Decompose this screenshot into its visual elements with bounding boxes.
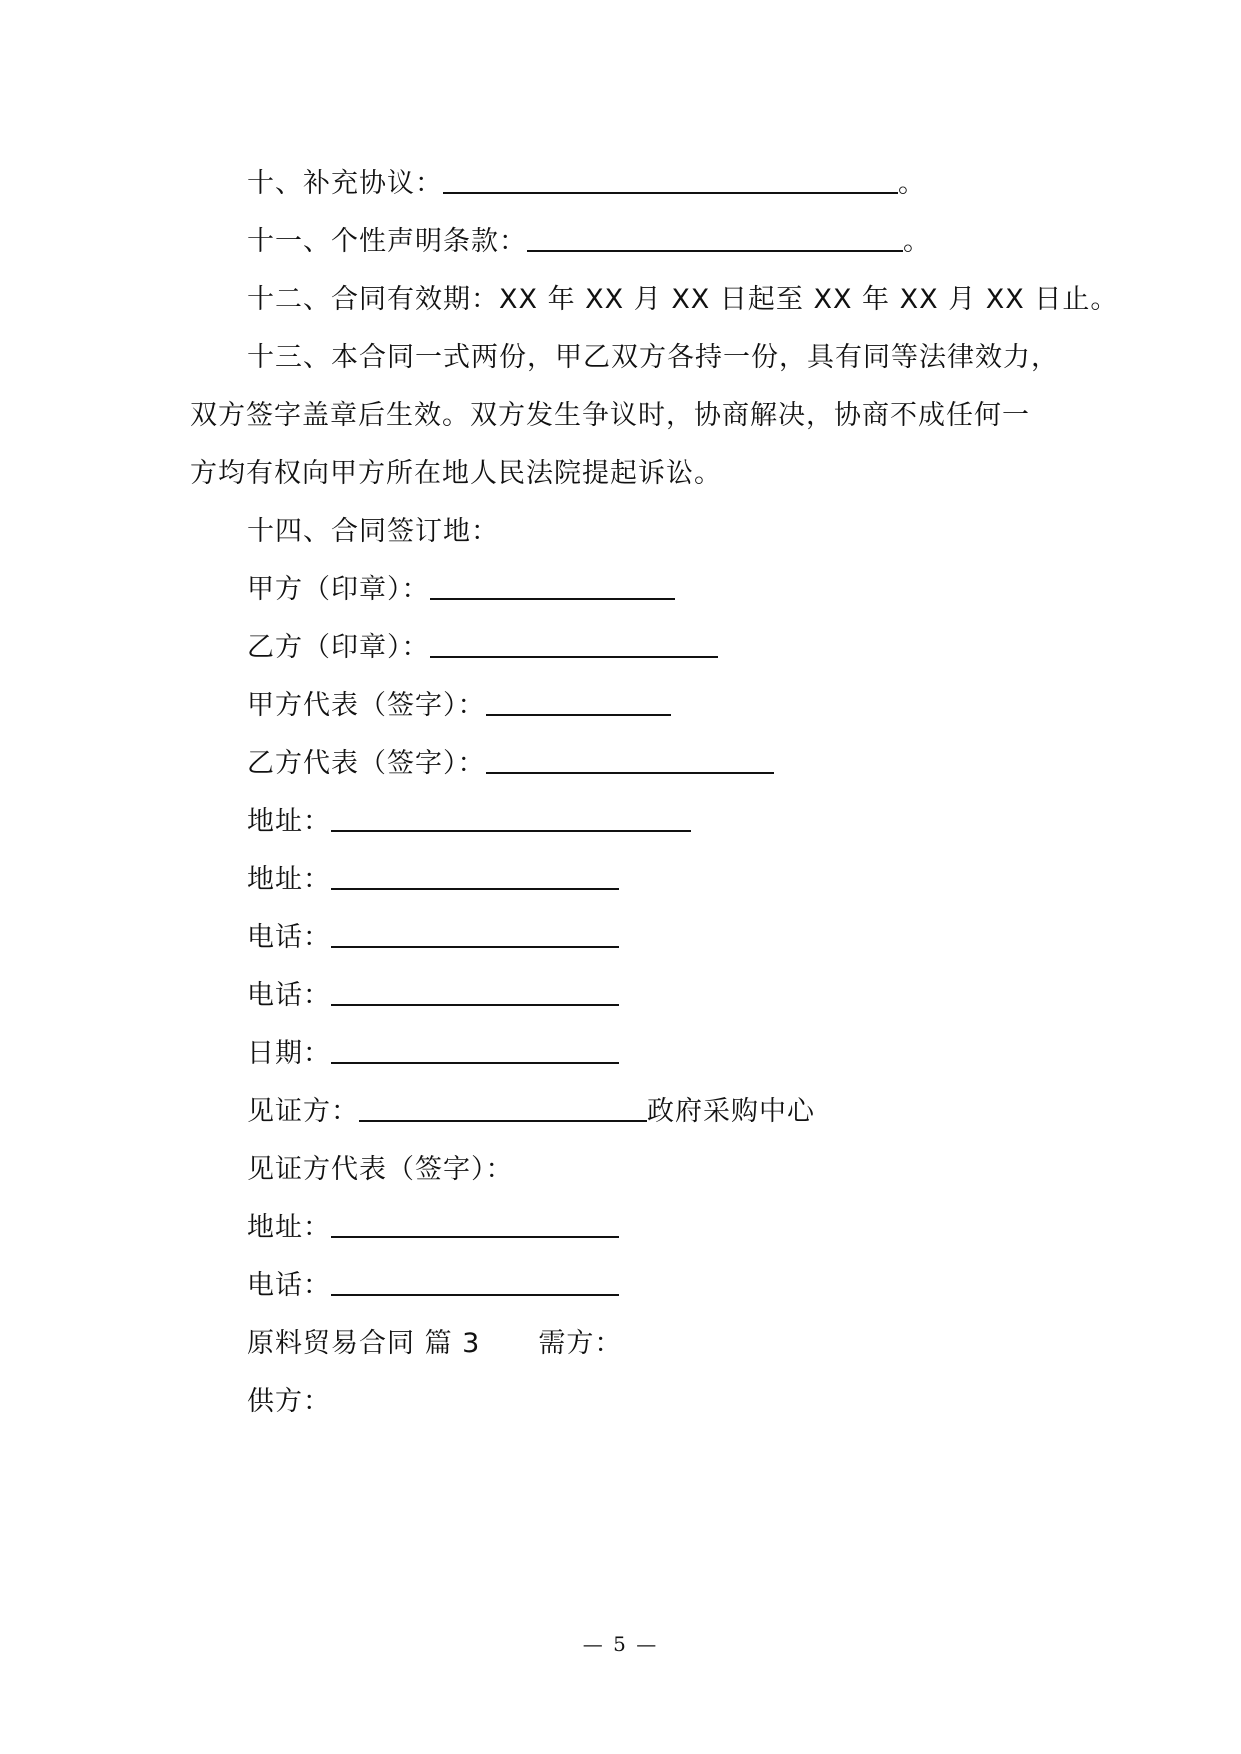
fill-blank[interactable] [359,1094,647,1122]
party-a-seal: 甲方（印章）： [247,570,675,610]
phone-2: 电话： [247,976,619,1016]
fill-blank[interactable] [486,688,671,716]
witness-address: 地址： [247,1208,619,1248]
fill-blank[interactable] [331,978,619,1006]
party-a-representative: 甲方代表（签字）： [247,686,671,726]
fill-blank[interactable] [331,1036,619,1064]
date-line: 日期： [247,1034,619,1074]
fill-blank[interactable] [430,572,675,600]
clause-14: 十四、合同签订地： [247,516,499,547]
party-b-representative: 乙方代表（签字）： [247,744,774,784]
witness-phone: 电话： [247,1266,619,1306]
fill-blank[interactable] [331,862,619,890]
party-b-seal: 乙方（印章）： [247,628,718,668]
fill-blank[interactable] [527,224,903,252]
fill-blank[interactable] [486,746,774,774]
fill-blank[interactable] [430,630,718,658]
page-number: — 5 — [582,1632,659,1656]
witness: 见证方： 政府采购中心 [247,1096,815,1127]
address-1: 地址： [247,802,691,842]
clause-12: 十二、合同有效期：XX 年 XX 月 XX 日起至 XX 年 XX 月 XX 日止。 [247,284,1119,315]
fill-blank[interactable] [331,1210,619,1238]
supplier-label: 供方： [247,1386,331,1417]
phone-1: 电话： [247,918,619,958]
clause-10: 十、补充协议： 。 [247,168,926,199]
fill-blank[interactable] [443,166,898,194]
buyer-label: 需方： [538,1328,623,1359]
clause-11: 十一、个性声明条款： 。 [247,226,931,257]
witness-representative: 见证方代表（签字）： [247,1154,514,1185]
fill-blank[interactable] [331,804,691,832]
clause-13-line-3: 方均有权向甲方所在地人民法院提起诉讼。 [190,458,722,489]
clause-13-line-2: 双方签字盖章后生效。双方发生争议时，协商解决，协商不成任何一 [190,400,1030,431]
contract-3-heading: 原料贸易合同 篇 3 需方： [247,1328,623,1359]
address-2: 地址： [247,860,619,900]
clause-13-line-1: 十三、本合同一式两份，甲乙双方各持一份，具有同等法律效力， [247,342,1059,373]
fill-blank[interactable] [331,1268,619,1296]
fill-blank[interactable] [331,920,619,948]
